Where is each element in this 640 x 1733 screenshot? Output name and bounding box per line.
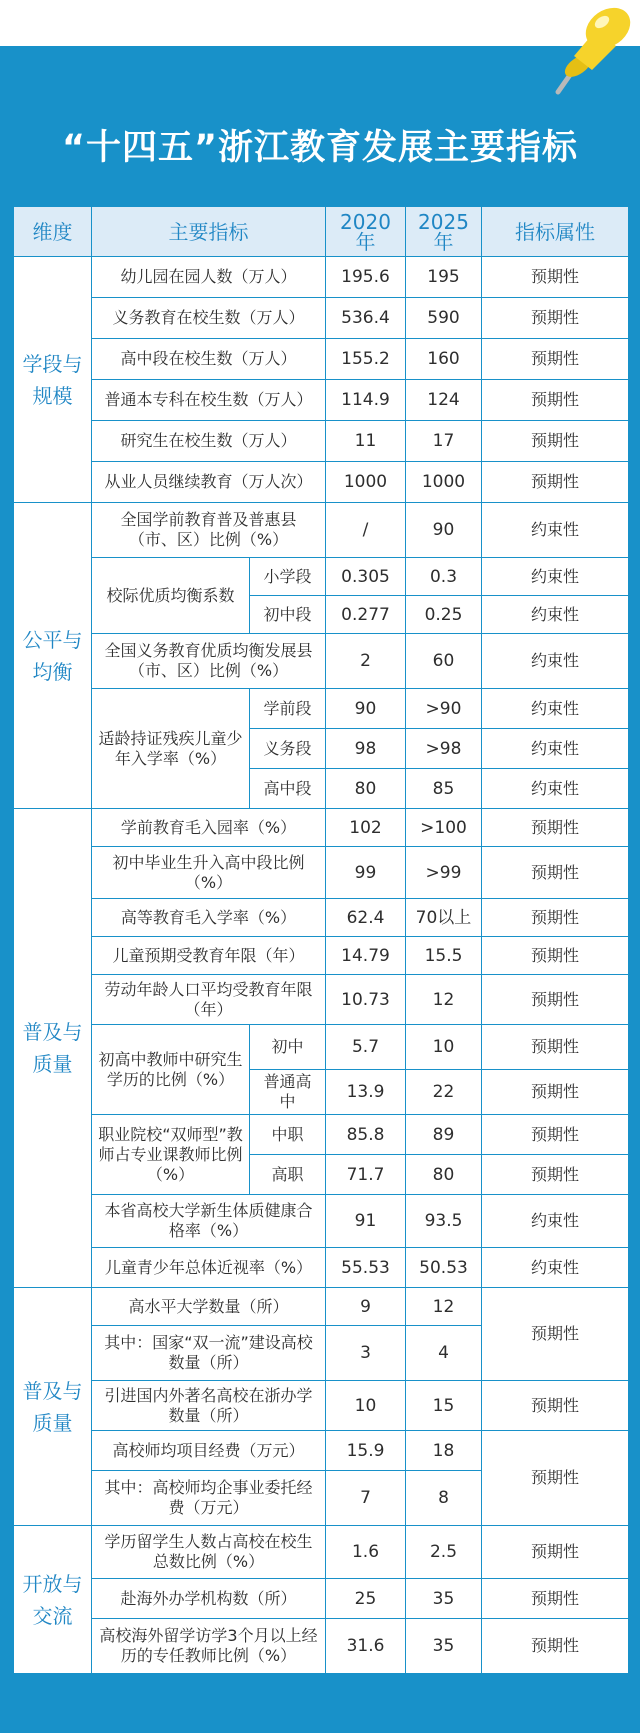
value-2020: 9 xyxy=(326,1288,406,1326)
attribute-cell: 预期性 xyxy=(482,257,629,298)
value-2020: 1.6 xyxy=(326,1526,406,1579)
table-row xyxy=(14,298,629,339)
table-row xyxy=(14,558,629,596)
dimension-label: 普及与 质量 xyxy=(14,1288,92,1526)
value-2020: 55.53 xyxy=(326,1248,406,1288)
value-2020: 31.6 xyxy=(326,1619,406,1674)
pushpin-icon xyxy=(548,0,640,100)
attribute-cell: 约束性 xyxy=(482,1248,629,1288)
table-row xyxy=(14,1115,629,1155)
value-2025: 2.5 xyxy=(406,1526,482,1579)
table-row xyxy=(14,1619,629,1674)
sub-indicator-cell: 学前段 xyxy=(250,689,326,729)
attribute-cell: 预期性 xyxy=(482,298,629,339)
value-2020: 99 xyxy=(326,847,406,899)
value-2020: 25 xyxy=(326,1579,406,1619)
value-2025: 160 xyxy=(406,339,482,380)
value-2025: >90 xyxy=(406,689,482,729)
value-2020: 13.9 xyxy=(326,1070,406,1115)
value-2020: 536.4 xyxy=(326,298,406,339)
value-2025: 22 xyxy=(406,1070,482,1115)
table-row xyxy=(14,937,629,975)
value-2020: 80 xyxy=(326,769,406,809)
attribute-cell: 预期性 xyxy=(482,1579,629,1619)
indicator-cell: 适龄持证残疾儿童少年入学率（%） xyxy=(92,689,250,809)
sub-indicator-cell: 普通高中 xyxy=(250,1070,326,1115)
table-row xyxy=(14,975,629,1025)
indicator-cell: 其中：高校师均企事业委托经费（万元） xyxy=(92,1471,326,1526)
indicator-table xyxy=(13,206,629,1674)
value-2025: 35 xyxy=(406,1579,482,1619)
indicator-cell: 高水平大学数量（所） xyxy=(92,1288,326,1326)
indicator-cell: 高校师均项目经费（万元） xyxy=(92,1431,326,1471)
indicator-cell: 高中段在校生数（万人） xyxy=(92,339,326,380)
attribute-cell: 预期性 xyxy=(482,1288,629,1381)
attribute-cell: 约束性 xyxy=(482,769,629,809)
indicator-cell: 学历留学生人数占高校在校生总数比例（%） xyxy=(92,1526,326,1579)
value-2025: 10 xyxy=(406,1025,482,1070)
indicator-cell: 劳动年龄人口平均受教育年限（年） xyxy=(92,975,326,1025)
value-2025: >99 xyxy=(406,847,482,899)
value-2025: 70以上 xyxy=(406,899,482,937)
value-2020: 102 xyxy=(326,809,406,847)
attribute-cell: 预期性 xyxy=(482,899,629,937)
value-2020: 98 xyxy=(326,729,406,769)
value-2025: 4 xyxy=(406,1326,482,1381)
value-2025: 93.5 xyxy=(406,1195,482,1248)
value-2020: 7 xyxy=(326,1471,406,1526)
attribute-cell: 约束性 xyxy=(482,558,629,596)
indicator-cell: 其中：国家“双一流”建设高校数量（所） xyxy=(92,1326,326,1381)
value-2020: 114.9 xyxy=(326,380,406,421)
value-2025: 60 xyxy=(406,634,482,689)
indicator-cell: 校际优质均衡系数 xyxy=(92,558,250,634)
value-2025: 124 xyxy=(406,380,482,421)
value-2025: 80 xyxy=(406,1155,482,1195)
table-row xyxy=(14,1381,629,1431)
table-row xyxy=(14,689,629,729)
header-2025: 2025年 xyxy=(406,207,482,257)
indicator-cell: 初中毕业生升入高中段比例（%） xyxy=(92,847,326,899)
value-2025: 85 xyxy=(406,769,482,809)
table-row xyxy=(14,1025,629,1070)
sub-indicator-cell: 初中段 xyxy=(250,596,326,634)
table-row xyxy=(14,1195,629,1248)
value-2025: 0.25 xyxy=(406,596,482,634)
sub-indicator-cell: 义务段 xyxy=(250,729,326,769)
attribute-cell: 约束性 xyxy=(482,596,629,634)
dimension-label: 普及与 质量 xyxy=(14,809,92,1288)
attribute-cell: 预期性 xyxy=(482,809,629,847)
table-row xyxy=(14,1431,629,1471)
indicator-cell: 从业人员继续教育（万人次） xyxy=(92,462,326,503)
value-2025: 17 xyxy=(406,421,482,462)
value-2025: 89 xyxy=(406,1115,482,1155)
attribute-cell: 预期性 xyxy=(482,1526,629,1579)
dimension-label: 开放与 交流 xyxy=(14,1526,92,1674)
table-row xyxy=(14,503,629,558)
indicator-cell: 赴海外办学机构数（所） xyxy=(92,1579,326,1619)
value-2020: 2 xyxy=(326,634,406,689)
indicator-cell: 普通本专科在校生数（万人） xyxy=(92,380,326,421)
indicator-cell: 幼儿园在园人数（万人） xyxy=(92,257,326,298)
indicator-cell: 全国学前教育普及普惠县（市、区）比例（%） xyxy=(92,503,326,558)
attribute-cell: 预期性 xyxy=(482,1381,629,1431)
value-2025: 15.5 xyxy=(406,937,482,975)
value-2025: 0.3 xyxy=(406,558,482,596)
indicator-cell: 高等教育毛入学率（%） xyxy=(92,899,326,937)
indicator-cell: 儿童预期受教育年限（年） xyxy=(92,937,326,975)
indicator-cell: 儿童青少年总体近视率（%） xyxy=(92,1248,326,1288)
value-2025: 12 xyxy=(406,975,482,1025)
value-2025: 15 xyxy=(406,1381,482,1431)
attribute-cell: 预期性 xyxy=(482,975,629,1025)
attribute-cell: 预期性 xyxy=(482,1115,629,1155)
table-row xyxy=(14,380,629,421)
value-2025: >98 xyxy=(406,729,482,769)
sub-indicator-cell: 小学段 xyxy=(250,558,326,596)
dimension-label: 公平与 均衡 xyxy=(14,503,92,809)
value-2025: 12 xyxy=(406,1288,482,1326)
table-row xyxy=(14,257,629,298)
value-2025: 18 xyxy=(406,1431,482,1471)
attribute-cell: 约束性 xyxy=(482,1195,629,1248)
attribute-cell: 预期性 xyxy=(482,937,629,975)
value-2025: 1000 xyxy=(406,462,482,503)
table-row xyxy=(14,1579,629,1619)
dimension-label: 学段与 规模 xyxy=(14,257,92,503)
value-2020: 71.7 xyxy=(326,1155,406,1195)
attribute-cell: 约束性 xyxy=(482,729,629,769)
table-row xyxy=(14,1248,629,1288)
sub-indicator-cell: 高职 xyxy=(250,1155,326,1195)
table-row xyxy=(14,339,629,380)
sub-indicator-cell: 初中 xyxy=(250,1025,326,1070)
table-row xyxy=(14,634,629,689)
value-2025: 195 xyxy=(406,257,482,298)
attribute-cell: 预期性 xyxy=(482,380,629,421)
value-2020: 195.6 xyxy=(326,257,406,298)
value-2025: 8 xyxy=(406,1471,482,1526)
value-2020: 14.79 xyxy=(326,937,406,975)
value-2020: 62.4 xyxy=(326,899,406,937)
table-row xyxy=(14,809,629,847)
attribute-cell: 约束性 xyxy=(482,503,629,558)
value-2025: >100 xyxy=(406,809,482,847)
attribute-cell: 约束性 xyxy=(482,634,629,689)
header-dimension: 维度 xyxy=(14,207,92,257)
value-2020: 85.8 xyxy=(326,1115,406,1155)
attribute-cell: 预期性 xyxy=(482,1431,629,1526)
value-2020: 0.277 xyxy=(326,596,406,634)
value-2020: 15.9 xyxy=(326,1431,406,1471)
value-2025: 90 xyxy=(406,503,482,558)
indicator-cell: 本省高校大学新生体质健康合格率（%） xyxy=(92,1195,326,1248)
header-indicator: 主要指标 xyxy=(92,207,326,257)
value-2025: 35 xyxy=(406,1619,482,1674)
value-2020: 0.305 xyxy=(326,558,406,596)
page-title: “十四五”浙江教育发展主要指标 xyxy=(61,128,578,168)
table-row xyxy=(14,1288,629,1326)
attribute-cell: 约束性 xyxy=(482,689,629,729)
table-row xyxy=(14,462,629,503)
indicator-cell: 引进国内外著名高校在浙办学数量（所） xyxy=(92,1381,326,1431)
attribute-cell: 预期性 xyxy=(482,1025,629,1070)
table-row xyxy=(14,899,629,937)
indicator-cell: 全国义务教育优质均衡发展县（市、区）比例（%） xyxy=(92,634,326,689)
table-header-row xyxy=(14,207,629,257)
indicator-cell: 学前教育毛入园率（%） xyxy=(92,809,326,847)
table-row xyxy=(14,847,629,899)
value-2020: 11 xyxy=(326,421,406,462)
indicator-cell: 义务教育在校生数（万人） xyxy=(92,298,326,339)
table-row xyxy=(14,1526,629,1579)
value-2020: 155.2 xyxy=(326,339,406,380)
value-2020: 91 xyxy=(326,1195,406,1248)
attribute-cell: 预期性 xyxy=(482,1070,629,1115)
value-2020: / xyxy=(326,503,406,558)
sub-indicator-cell: 中职 xyxy=(250,1115,326,1155)
value-2025: 590 xyxy=(406,298,482,339)
sub-indicator-cell: 高中段 xyxy=(250,769,326,809)
indicator-cell: 研究生在校生数（万人） xyxy=(92,421,326,462)
indicator-cell: 职业院校“双师型”教师占专业课教师比例（%） xyxy=(92,1115,250,1195)
attribute-cell: 预期性 xyxy=(482,462,629,503)
attribute-cell: 预期性 xyxy=(482,421,629,462)
value-2020: 90 xyxy=(326,689,406,729)
indicator-cell: 初高中教师中研究生学历的比例（%） xyxy=(92,1025,250,1115)
header-attribute: 指标属性 xyxy=(482,207,629,257)
attribute-cell: 预期性 xyxy=(482,1619,629,1674)
value-2020: 5.7 xyxy=(326,1025,406,1070)
attribute-cell: 预期性 xyxy=(482,1155,629,1195)
indicator-cell: 高校海外留学访学3个月以上经历的专任教师比例（%） xyxy=(92,1619,326,1674)
attribute-cell: 预期性 xyxy=(482,847,629,899)
attribute-cell: 预期性 xyxy=(482,339,629,380)
header-2020: 2020年 xyxy=(326,207,406,257)
value-2020: 1000 xyxy=(326,462,406,503)
value-2020: 10.73 xyxy=(326,975,406,1025)
value-2020: 10 xyxy=(326,1381,406,1431)
table-row xyxy=(14,421,629,462)
value-2020: 3 xyxy=(326,1326,406,1381)
value-2025: 50.53 xyxy=(406,1248,482,1288)
